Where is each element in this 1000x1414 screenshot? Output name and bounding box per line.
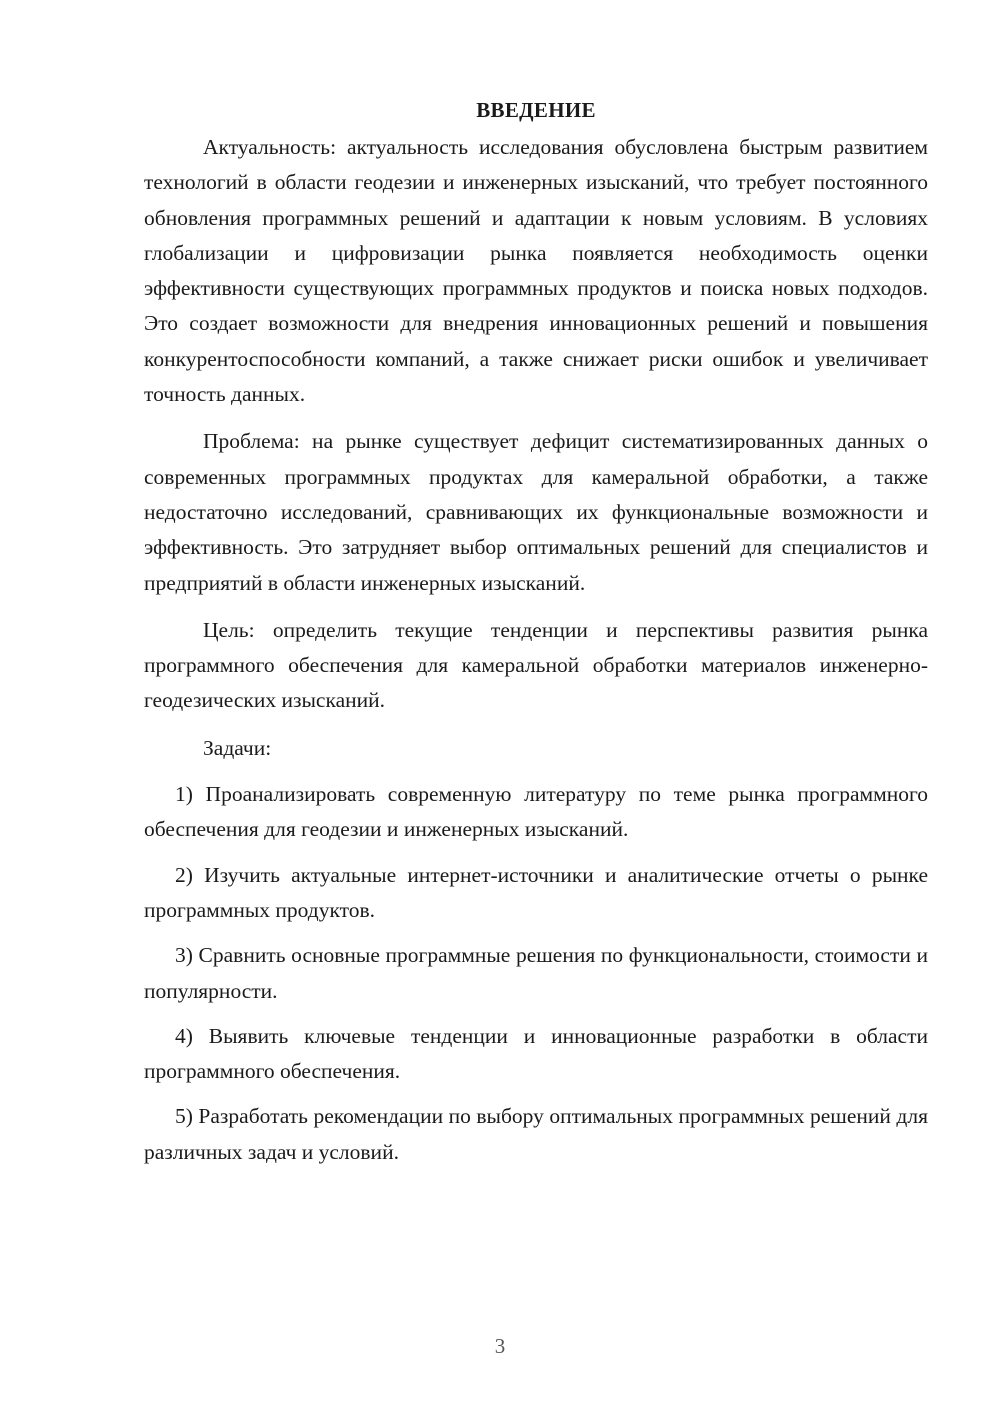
tasks-label: Задачи: bbox=[203, 735, 272, 760]
page-body bbox=[144, 95, 928, 1180]
section-heading: ВВЕДЕНИЕ bbox=[476, 98, 596, 122]
tasks-list bbox=[144, 777, 928, 1170]
task-item-4: 4) Выявить ключевые тенденции и инновационные разработки в области программного обеспечения. bbox=[144, 1023, 928, 1084]
problem-paragraph: Проблема: на рынке существует дефицит систематизированных данных о современных программных продуктах для камеральной обработки, а также недостаточно исследований, сравнивающих их функциональные возможности и эффективность. Это затрудняет выбор оптимальных решений для специалистов и предприятий в области инженерных изысканий. bbox=[144, 429, 928, 595]
goal-paragraph: Цель: определить текущие тенденции и перспективы развития рынка программного обеспечения для камеральной обработки материалов инженерно-геодезических изысканий. bbox=[144, 617, 928, 713]
relevance-paragraph: Актуальность: актуальность исследования обусловлена быстрым развитием технологий в области геодезии и инженерных изысканий, что требует постоянного обновления программных решений и адаптации к новым условиям. В условиях глобализации и цифровизации рынка появляется необходимость оценки эффективности существующих программных продуктов и поиска новых подходов. Это создает возможности для внедрения инновационных решений и повышения конкурентоспособности компаний, а также снижает риски ошибок и увеличивает точность данных. bbox=[144, 135, 928, 407]
task-item-1: 1) Проанализировать современную литературу по теме рынка программного обеспечения для геодезии и инженерных изысканий. bbox=[144, 782, 928, 842]
task-item-3: 3) Сравнить основные программные решения по функциональности, стоимости и популярности. bbox=[144, 943, 928, 1003]
task-item-5: 5) Разработать рекомендации по выбору оптимальных программных решений для различных задач и условий. bbox=[144, 1104, 928, 1164]
task-item-2: 2) Изучить актуальные интернет-источники и аналитические отчеты о рынке программных продуктов. bbox=[144, 862, 928, 922]
page-number: 3 bbox=[494, 1334, 506, 1358]
